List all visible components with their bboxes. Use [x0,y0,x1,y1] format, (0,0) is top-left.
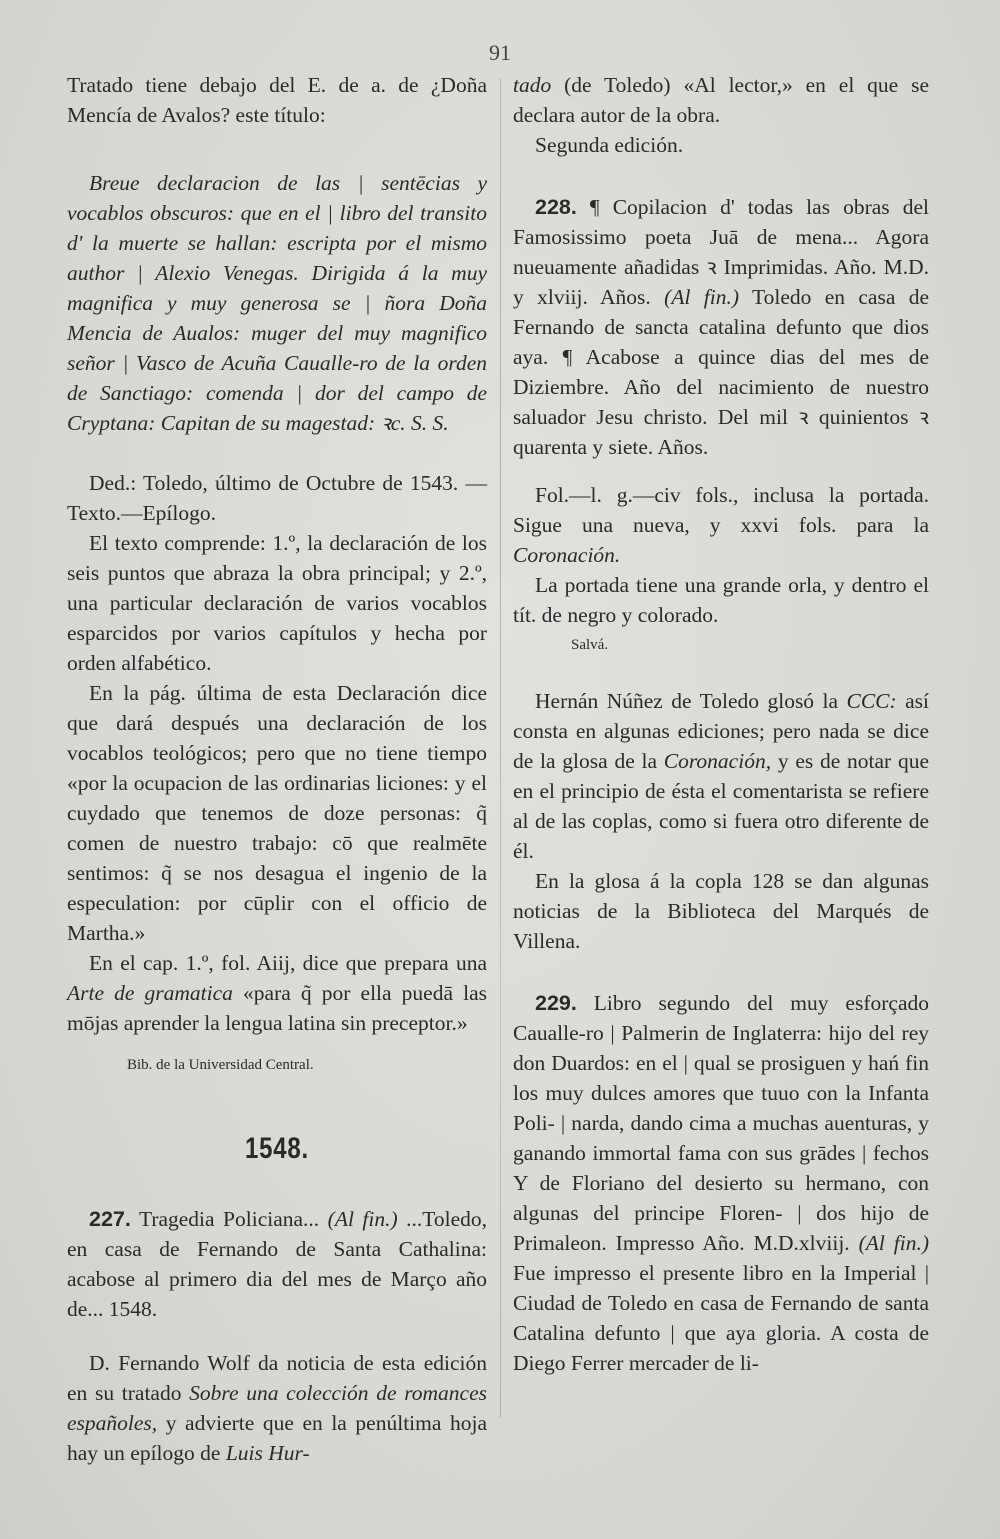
grammar-paragraph [67,948,487,1038]
wolf-text-b: y advierte que en la penúltima hoja hay un epílogo de [67,1411,487,1465]
nunez-italic-b: Coronación, [663,749,772,773]
content-paragraph: El texto comprende: 1.º, la declaración de los seis puntos que abraza la obra principal; y 2.º, una particular declaración de varios vocablos esparcidos por varios capítulos y hecha por orden alfabético. [67,531,487,675]
entry-229-colophon: (Al fin.) [858,1231,930,1255]
column-divider [500,78,501,1418]
folio-text: Fol.—l. g.—civ fols., inclusa la portada. Sigue una nueva, y xxvi fols. para la [513,483,929,537]
year-heading: 1548. [244,1132,310,1165]
folio-italic: Coronación. [513,543,621,567]
continuation-text: (de Toledo) «Al lector,» en el que se declara autor de la obra. [513,73,929,127]
entry-228-text: ¶ Copilacion d' todas las obras del Famosissimo poeta Juā de mena... Agora nueuamente añadidas ꝛ Imprimidas. Año. M.D. y xlviij. Años. [513,195,929,309]
entry-228 [513,192,929,462]
portada-paragraph: La portada tiene una grande orla, y dentro el tít. de negro y colorado. [513,573,929,627]
second-edition: Segunda edición. [535,133,684,157]
title-transcription: Breue declaracion de las | sentēcias y vocablos obscuros: que en el | libro del transito d' la muerte se hallan: escripta por el mismo author | Alexio Venegas. Dirigida á la muy magnifica y muy generosa se | ñora Doña Mencia de Aualos: muger del muy magnifico señor | Vasco de Acuña Caualle-ro de la orden de Sanctiago: comenda | dor del campo de Cryptana: Capitan de su magestad: ꝛc. S. S. [67,171,487,435]
intro-paragraph: Tratado tiene debajo del E. de a. de ¿Doña Mencía de Avalos? este título: [67,73,487,127]
nunez-italic-a: CCC: [846,689,897,713]
wolf-paragraph [67,1348,487,1468]
declaration-paragraph: En la pág. última de esta Declaración dice que dará después una declaración de los vocablos teológicos; pero que no tiene tiempo «por la ocupacion de las ordinarias liciones: y el cuydado que tenemos de doze personas: q̃ comen de nuestro trabajo: cō que realmēte sentimos: q̃ se nos desagua el ingenio de la especulation: por cūplir con el officio de Martha.» [67,681,487,945]
grammar-text-b: «para q̃ por ella puedā las mōjas aprender la lengua latina sin preceptor.» [67,981,487,1035]
folio-description [513,480,929,570]
entry-227-rest: ...Toledo, en casa de Fernando de Santa Cathalina: acabose al primero dia del mes de Março año de... 1548. [67,1207,487,1321]
entry-229-rest: Fue impresso el presente libro en la Imperial | Ciudad de Toledo en casa de Fernando de santa Catalina defunto | que aya gloria. A costa de Diego Ferrer mercader de li- [513,1261,929,1375]
salva-source: Salvá. [571,637,609,653]
grammar-title: Arte de gramatica [67,981,233,1005]
entry-number-227: 227. [89,1207,131,1231]
entry-227 [67,1204,487,1324]
right-column [513,70,929,1378]
nunez-paragraph [513,686,929,866]
library-source: Bib. de la Universidad Central. [127,1057,314,1073]
entry-number-229: 229. [535,991,577,1015]
entry-227-text: Tragedia Policiana... [130,1207,328,1231]
entry-number-228: 228. [535,195,577,219]
page-number: 91 [489,40,511,65]
left-column [67,70,487,1468]
continuation-italic: tado [513,73,552,97]
grammar-text-a: En el cap. 1.º, fol. Aiij, dice que prepara una [89,951,487,975]
glosa-paragraph: En la glosa á la copla 128 se dan algunas noticias de la Biblioteca del Marqués de Villena. [513,869,929,953]
nunez-text-c: y es de notar que en el principio de ésta el comentarista se refiere al de las coplas, como si fuera otro diferente de él. [513,749,929,863]
entry-228-rest: Toledo en casa de Fernando de sancta catalina defunto que dios aya. ¶ Acabose a quince dias del mes de Diziembre. Año del nacimiento de nuestro saluador Jesu christo. Del mil ꝛ quinientos ꝛ quarenta y siete. Años. [513,285,930,459]
entry-228-colophon: (Al fin.) [664,285,740,309]
nunez-text-a: Hernán Núñez de Toledo glosó la [535,689,847,713]
wolf-author: Luis Hur- [225,1441,310,1465]
wolf-text-a: D. Fernando Wolf da noticia de esta edición en su tratado [67,1351,487,1405]
entry-229 [513,988,929,1378]
entry-229-text: Libro segundo del muy esforçado Caualle-ro | Palmerin de Inglaterra: hijo del rey don Duardos: en el | qual se prosiguen y hań fin los muy dulces amores que tuuo con la Infanta Poli- | narda, dando cima a muchas auenturas, y ganando immortal fama con sus grādes | fechos Y de Floriano del desierto su hermano, con algunas del principe Floren- | dos hijo de Primaleon. Impresso Año. M.D.xlviij. [513,991,929,1255]
continuation-paragraph [513,70,929,130]
entry-227-colophon: (Al fin.) [327,1207,398,1231]
dedication-line: Ded.: Toledo, último de Octubre de 1543. —Texto.—Epílogo. [67,471,487,525]
nunez-text-b: así consta en algunas ediciones; pero nada se dice de la glosa de la [513,689,930,773]
wolf-title: Sobre una colección de romances españoles, [67,1381,487,1435]
